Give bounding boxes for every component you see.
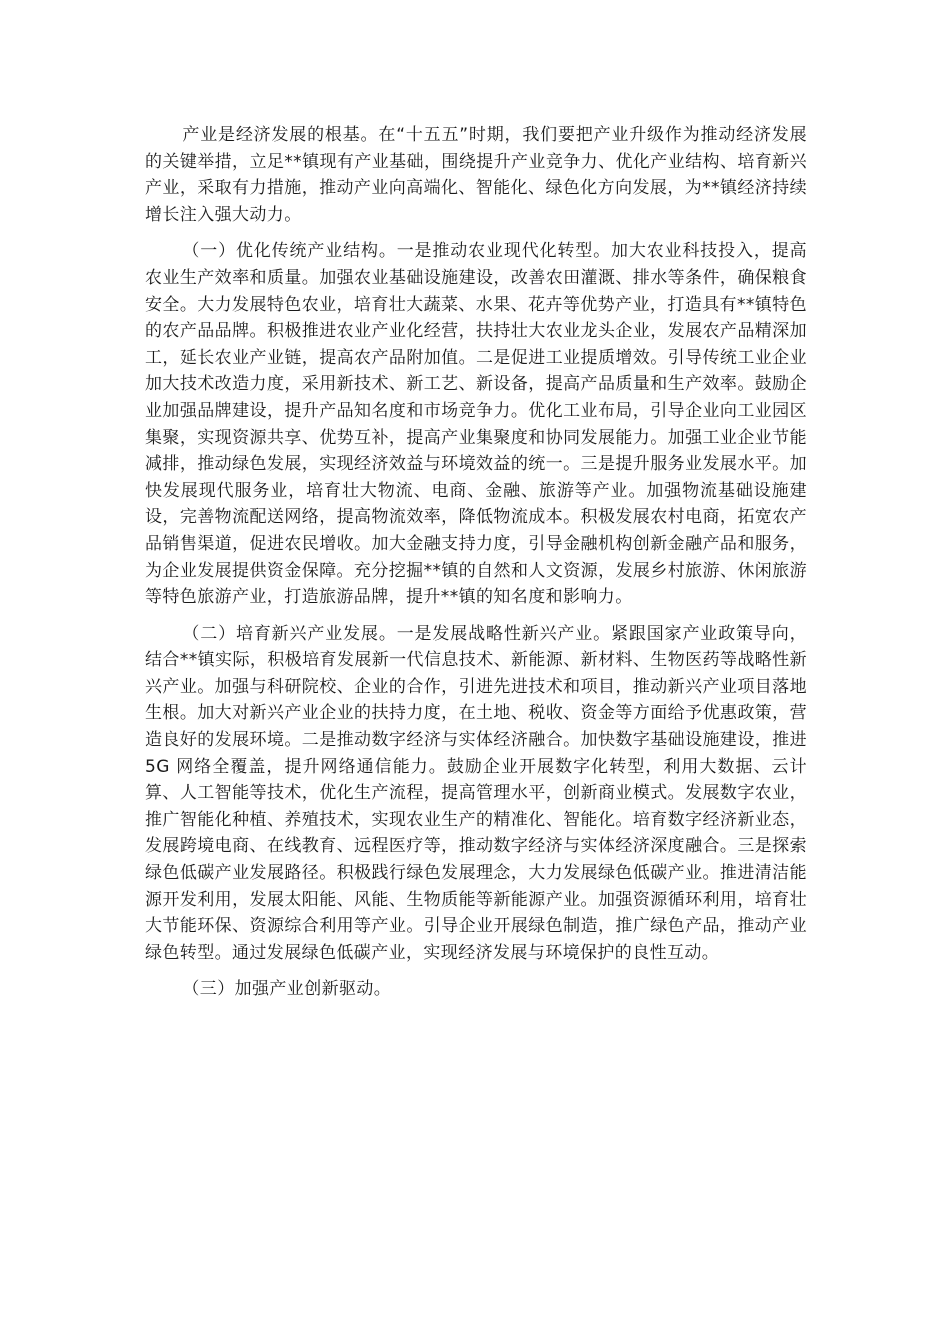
- paragraph-section-2: （二）培育新兴产业发展。一是发展战略性新兴产业。紧跟国家产业政策导向，结合**镇实际，积极培育发展新一代信息技术、新能源、新材料、生物医药等战略性新兴产业。加强与科研院校、企业的合作，引进先进技术和项目，推动新兴产业项目落地生根。加大对新兴产业企业的扶持力度，在土地、税收、资金等方面给予优惠政策，营造良好的发展环境。二是推动数字经济与实体经济融合。加快数字基础设施建设，推进 5G 网络全覆盖，提升网络通信能力。鼓励企业开展数字化转型，利用大数据、云计算、人工智能等技术，优化生产流程，提高管理水平，创新商业模式。发展数字农业，推广智能化种植、养殖技术，实现农业生产的精准化、智能化。培育数字经济新业态，发展跨境电商、在线教育、远程医疗等，推动数字经济与实体经济深度融合。三是探索绿色低碳产业发展路径。积极践行绿色发展理念，大力发展绿色低碳产业。推进清洁能源开发利用，发展太阳能、风能、生物质能等新能源产业。加强资源循环利用，培育壮大节能环保、资源综合利用等产业。引导企业开展绿色制造，推广绿色产品，推动产业绿色转型。通过发展绿色低碳产业，实现经济发展与环境保护的良性互动。: [145, 623, 807, 963]
- paragraph-section-3: （三）加强产业创新驱动。: [182, 979, 392, 1000]
- paragraph-section-1: （一）优化传统产业结构。一是推动农业现代化转型。加大农业科技投入，提高农业生产效率和质量。加强农业基础设施建设，改善农田灌溉、排水等条件，确保粮食安全。大力发展特色农业，培育壮大蔬菜、水果、花卉等优势产业，打造具有**镇特色的农产品品牌。积极推进农业产业化经营，扶持壮大农业龙头企业，发展农产品精深加工，延长农业产业链，提高农产品附加值。二是促进工业提质增效。引导传统工业企业加大技术改造力度，采用新技术、新工艺、新设备，提高产品质量和生产效率。鼓励企业加强品牌建设，提升产品知名度和市场竞争力。优化工业布局，引导企业向工业园区集聚，实现资源共享、优势互补，提高产业集聚度和协同发展能力。加强工业企业节能减排，推动绿色发展，实现经济效益与环境效益的统一。三是提升服务业发展水平。加快发展现代服务业，培育壮大物流、电商、金融、旅游等产业。加强物流基础设施建设，完善物流配送网络，提高物流效率，降低物流成本。积极发展农村电商，拓宽农产品销售渠道，促进农民增收。加大金融支持力度，引导金融机构创新金融产品和服务，为企业发展提供资金保障。充分挖掘**镇的自然和人文资源，发展乡村旅游、休闲旅游等特色旅游产业，打造旅游品牌，提升**镇的知名度和影响力。: [145, 241, 807, 608]
- document-body: [145, 122, 807, 1003]
- paragraph-intro: 产业是经济发展的根基。在“十五五”时期，我们要把产业升级作为推动经济发展的关键举措，立足**镇现有产业基础，围绕提升产业竞争力、优化产业结构、培育新兴产业，采取有力措施，推动产业向高端化、智能化、绿色化方向发展，为**镇经济持续增长注入强大动力。: [145, 125, 807, 225]
